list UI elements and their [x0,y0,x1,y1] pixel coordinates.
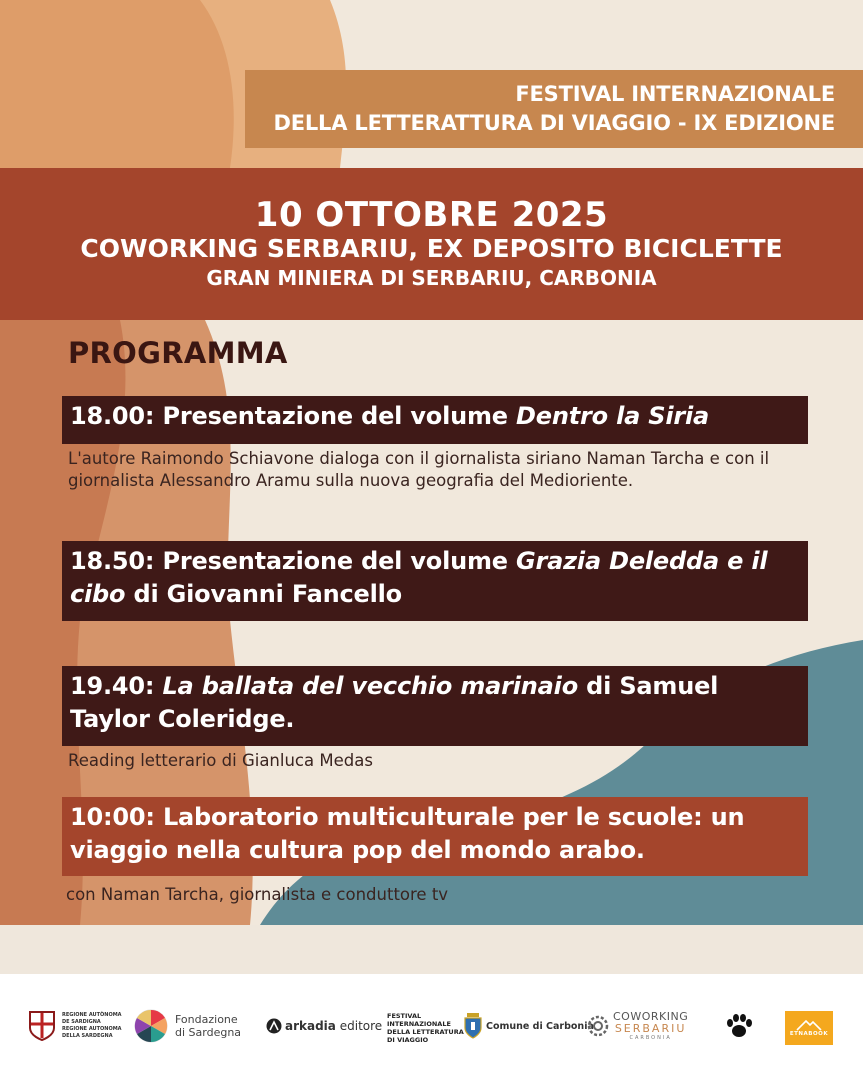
event-date: 10 OTTOBRE 2025 [254,195,609,235]
coworking-line3: CARBONIA [629,1034,672,1041]
paw-logo [725,1004,753,1048]
festival-title-line2: DELLA LETTERATTURA DI VIAGGIO - IX EDIZIONE [273,111,835,135]
regione-line1: REGIONE AUTÒNOMA DE SARDIGNA [62,1012,122,1025]
event-3-heading [62,666,808,746]
event-1-time: 18.00: [70,402,155,430]
event-1-text: Presentazione del volume [162,402,508,430]
festival-logo-line2: INTERNAZIONALE [387,1020,451,1028]
event-1-description: L'autore Raimondo Schiavone dialoga con il giornalista siriano Naman Tarcha e con il giornalista Alessandro Aramu sulla nuova geografia del Medioriente. [68,449,770,490]
coworking-serbariu-logo [587,1004,688,1048]
fondazione-sardegna-logo [133,1004,241,1048]
comune-crest-icon [464,1013,482,1039]
event-1-book-title: Dentro la Siria [516,402,710,430]
coworking-line1: COWORKING [613,1009,689,1023]
festival-logo-line3: DELLA LETTERATURA [387,1028,464,1036]
event-4-time: 10:00: [70,803,155,831]
event-2-book-title: Grazia Deledda e il cibo [70,547,768,608]
fondazione-line1: Fondazione [175,1013,238,1026]
coworking-line2: SERBARIU [614,1021,687,1035]
festival-title-line1: FESTIVAL INTERNAZIONALE [515,82,835,106]
program-title: PROGRAMMA [68,336,288,370]
festival-logo-line1: FESTIVAL [387,1012,422,1020]
fondazione-line2: di Sardegna [175,1026,242,1039]
event-3-time: 19.40: [70,672,155,700]
arkadia-name: arkadia [285,1019,336,1033]
etnabook-name: ETNABOOK [789,1031,829,1037]
arkadia-editore-logo [266,1004,382,1048]
regione-sardegna-logo [28,1004,124,1048]
festival-banner [245,70,863,148]
event-2-author: di Giovanni Fancello [133,580,402,608]
regione-crest-icon [28,1010,56,1042]
festival-logo [387,1006,464,1050]
arkadia-icon [266,1018,282,1034]
event-2-text: Presentazione del volume [162,547,508,575]
sponsor-footer [0,974,863,1080]
event-1-heading [62,396,808,444]
event-2-heading [62,541,808,621]
etnabook-logo [785,1006,833,1050]
arkadia-editore: editore [339,1019,383,1033]
event-3-description: Reading letterario di Gianluca Medas [68,751,373,770]
event-4-heading [62,797,808,876]
event-3-book-title: La ballata del vecchio marinaio [162,672,578,700]
event-2-time: 18.50: [70,547,155,575]
regione-line2: REGIONE AUTONOMA DELLA SARDEGNA [62,1026,122,1039]
event-place: GRAN MINIERA DI SERBARIU, CARBONIA [206,266,657,290]
fondazione-icon [133,1008,169,1044]
gear-icon [587,1015,609,1037]
comune-name: Comune di Carbonia [486,1020,594,1032]
mountain-icon [796,1019,822,1031]
comune-carbonia-logo [464,1004,594,1048]
event-venue: COWORKING SERBARIU, EX DEPOSITO BICICLETTE [80,234,783,263]
event-3-author: di Samuel Taylor Coleridge. [70,672,719,733]
event-4-text: Laboratorio multiculturale per le scuole: un viaggio nella cultura pop del mondo arabo. [70,803,745,864]
date-venue-band [0,168,863,320]
event-4-description: con Naman Tarcha, giornalista e conduttore tv [66,885,449,904]
festival-logo-line4: DI VIAGGIO [387,1036,429,1044]
paw-icon [725,1012,753,1040]
